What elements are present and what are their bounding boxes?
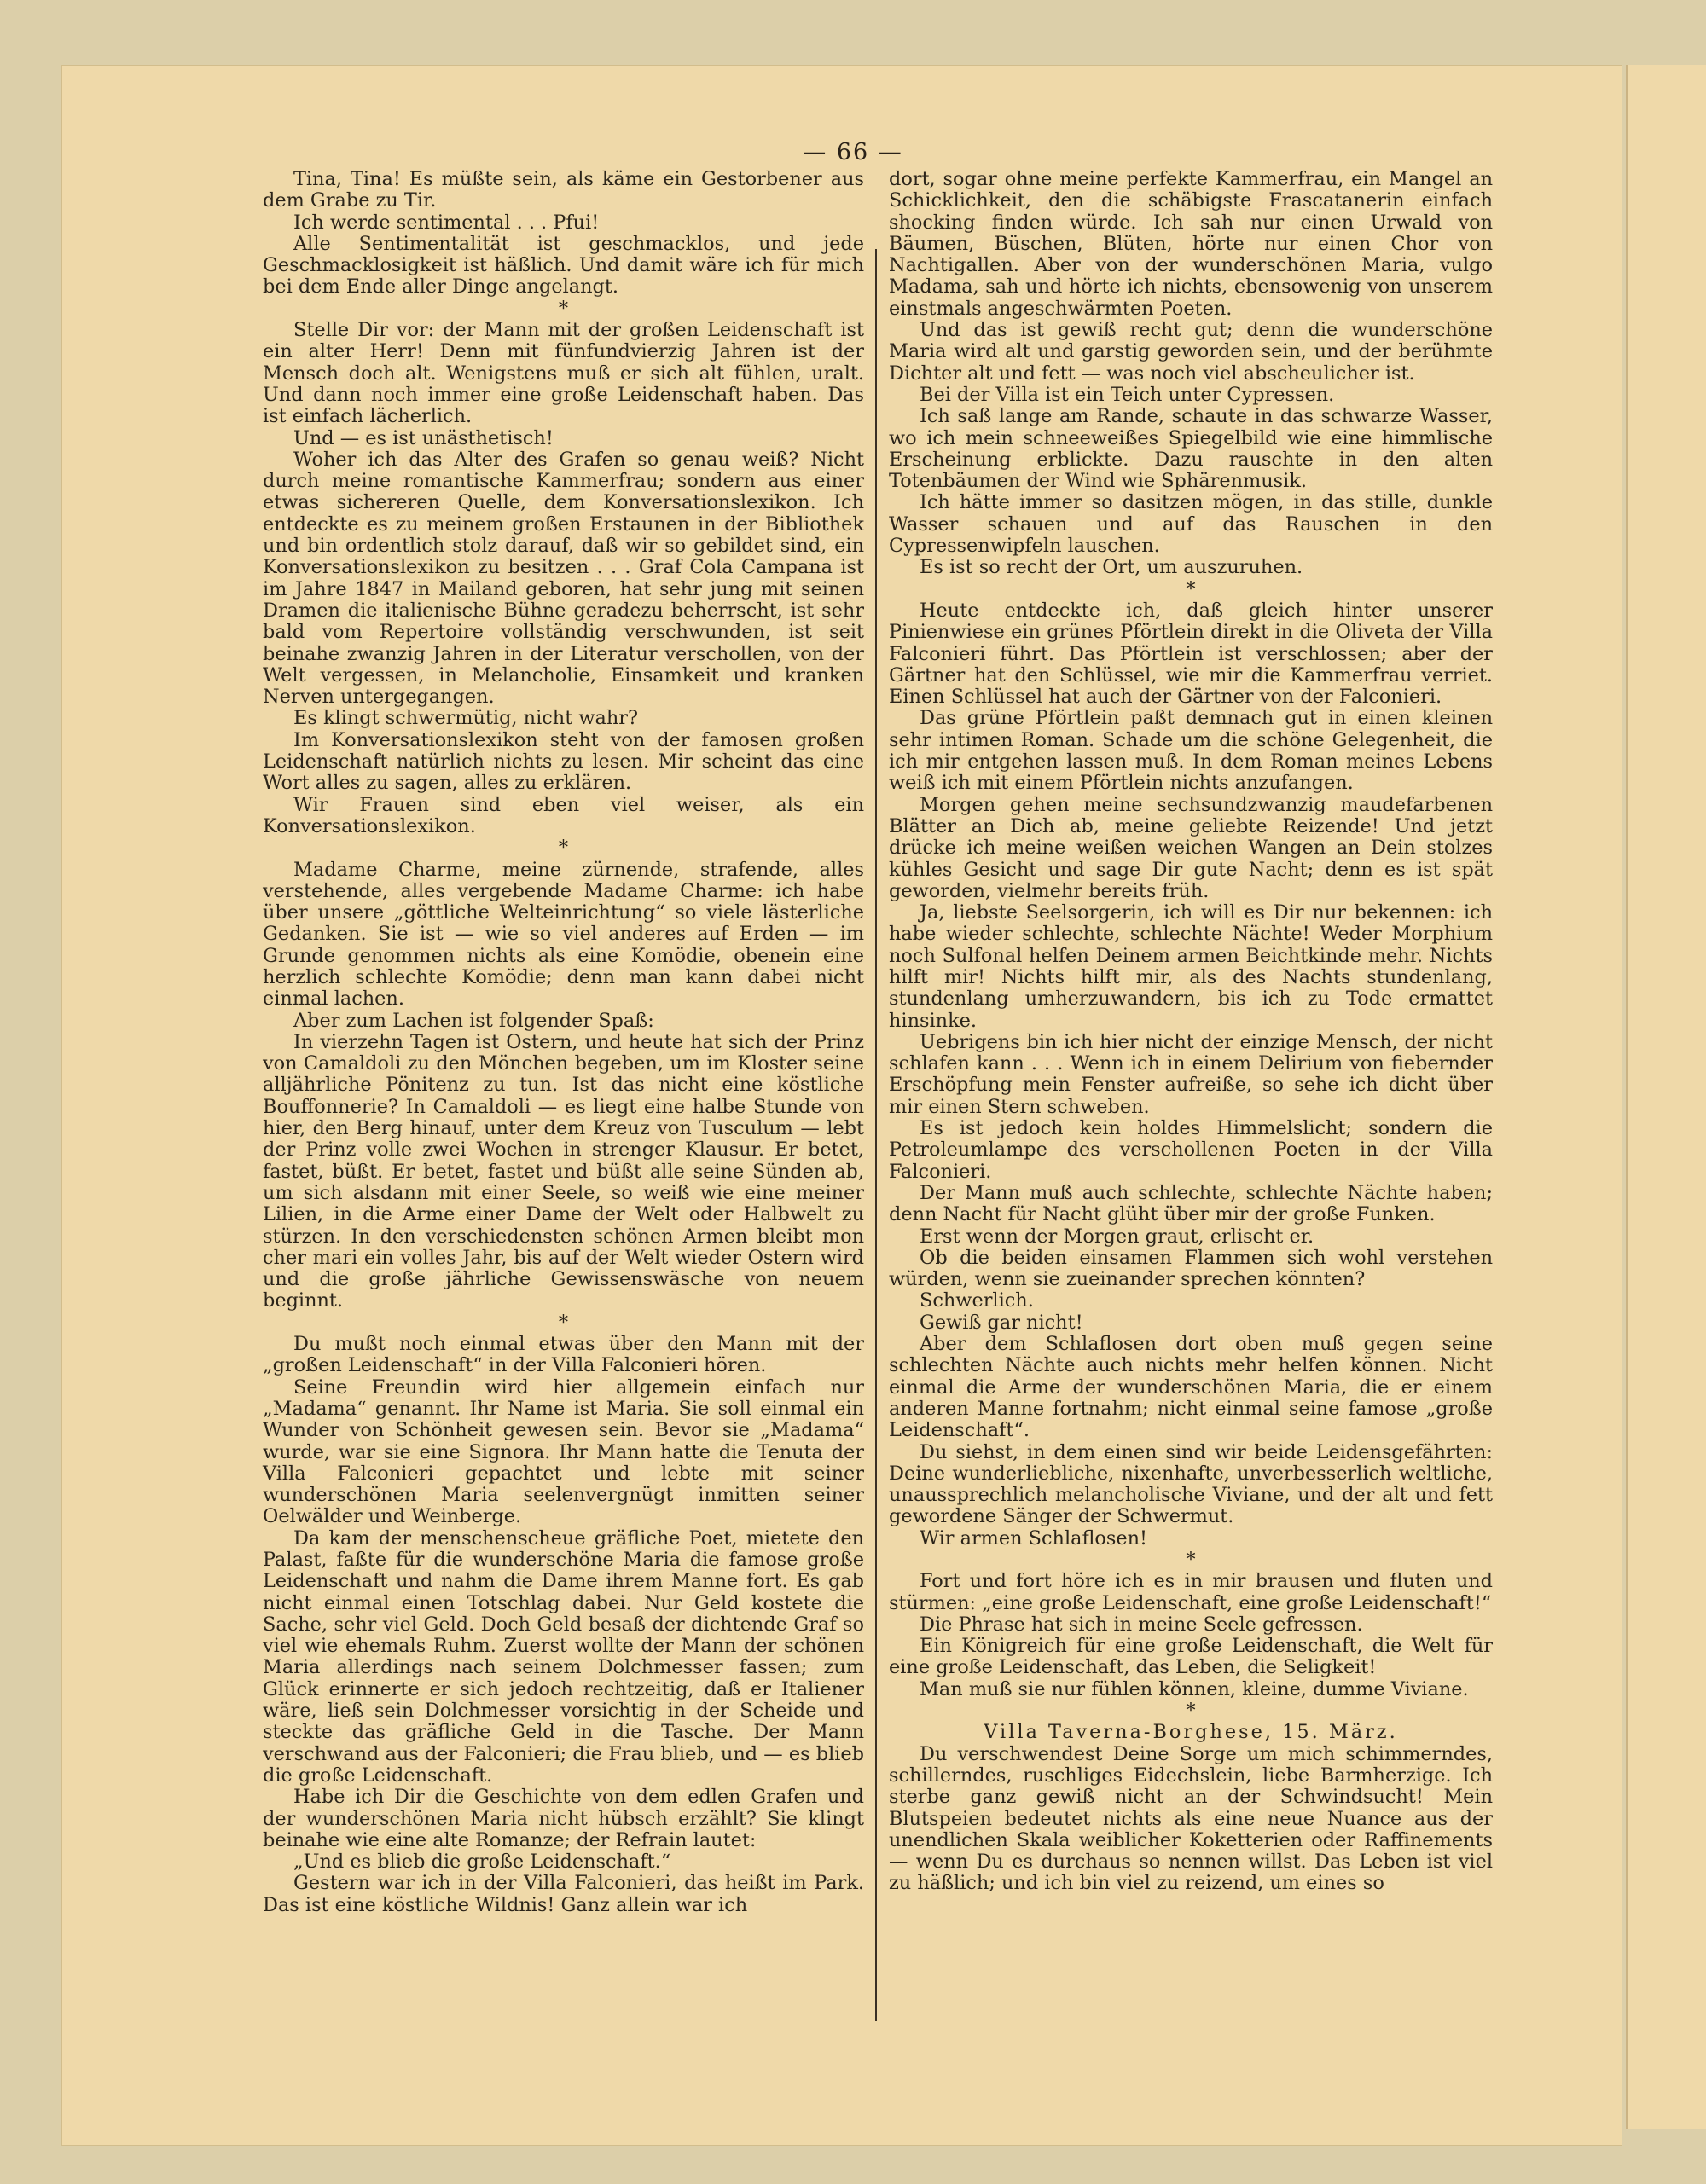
paragraph: „Und es blieb die große Leidenschaft.“ <box>293 1851 671 1874</box>
paragraph: Stelle Dir vor: der Mann mit der großen Leidenschaft ist ein alter Herr! Denn mit fünfundvierzig Jahren ist der Mensch doch alt. Wenigstens muß er sich alt fühlen, uralt. Und dann noch immer eine große Leidenschaft haben. Das ist einfach lächerlich. <box>263 319 864 428</box>
right-column <box>889 169 1493 1895</box>
paragraph: Aber zum Lachen ist folgender Spaß: <box>293 1009 654 1032</box>
paragraph: Wir Frauen sind eben viel weiser, als ein Konversationslexikon. <box>263 793 864 837</box>
paragraph: Ich saß lange am Rande, schaute in das schwarze Wasser, wo ich mein schneeweißes Spiegelbild wie eine himmlische Erscheinung erblickte. Dazu rauschte in den alten Totenbäumen der Wind wie Sphärenmusik. <box>889 405 1493 493</box>
column-divider <box>875 249 877 2021</box>
section-separator: * <box>558 1311 569 1334</box>
paragraph: Fort und fort höre ich es in mir brausen und fluten und stürmen: „eine große Leidenschaft, eine große Leidenschaft!“ <box>889 1570 1493 1614</box>
paragraph: Madame Charme, meine zürnende, strafende, alles verstehende, alles vergebende Madame Charme: ich habe über unsere „göttliche Welteinrichtung“ so viele lästerliche Gedanken. Sie ist — wie so viel anderes auf Erden — im Grunde genommen nichts als eine Komödie, obenein eine herzlich schlechte Komödie; denn man kann dabei nicht einmal lachen. <box>263 858 864 1011</box>
page-number: — 66 — <box>803 139 903 165</box>
paragraph: Tina, Tina! Es müßte sein, als käme ein Gestorbener aus dem Grabe zu Tir. <box>263 168 864 212</box>
paragraph: Es ist jedoch kein holdes Himmelslicht; sondern die Petroleumlampe des verschollenen Poeten in der Villa Falconieri. <box>889 1117 1493 1183</box>
paragraph: Alle Sentimentalität ist geschmacklos, und jede Geschmacklosigkeit ist häßlich. Und damit wäre ich für mich bei dem Ende aller Dinge angelangt. <box>263 232 864 298</box>
paragraph: Bei der Villa ist ein Teich unter Cypressen. <box>920 383 1335 406</box>
paragraph: Heute entdeckte ich, daß gleich hinter unserer Pinienwiese ein grünes Pförtlein direkt in die Oliveta der Villa Falconieri führt. Das Pförtlein ist verschlossen; aber der Gärtner hat den Schlüssel, wie mir die Kammerfrau verriet. Einen Schlüssel hat auch der Gärtner von der Falconieri. <box>889 599 1493 709</box>
paragraph: Aber dem Schlaflosen dort oben muß gegen seine schlechten Nächte auch nichts mehr helfen können. Nicht einmal die Arme der wunderschönen Maria, die er einem anderen Manne fortnahm; nicht einmal seine famose „große Leidenschaft“. <box>889 1333 1493 1442</box>
paragraph: Uebrigens bin ich hier nicht der einzige Mensch, der nicht schlafen kann . . . Wenn ich in einem Delirium von fiebernder Erschöpfung mein Fenster aufreiße, so sehe ich dicht über mir einen Stern schweben. <box>889 1030 1493 1118</box>
left-column <box>263 169 864 1916</box>
paragraph: Habe ich Dir die Geschichte von dem edlen Grafen und der wunderschönen Maria nicht hübsch erzählt? Sie klingt beinahe wie eine alte Romanze; der Refrain lautet: <box>263 1786 864 1851</box>
paragraph: In vierzehn Tagen ist Ostern, und heute hat sich der Prinz von Camaldoli zu den Mönchen begeben, um im Kloster seine alljährliche Pönitenz zu tun. Ist das nicht eine köstliche Bouffonnerie? In Camaldoli — es liegt eine halbe Stunde von hier, den Berg hinauf, unter dem Kreuz von Tusculum — lebt der Prinz volle zwei Wochen in strenger Klausur. Er betet, fastet, büßt. Er betet, fastet und büßt alle seine Sünden ab, um sich alsdann mit einer Seele, so weiß wie eine meiner Lilien, in die Arme einer Dame der Welt oder Halbwelt zu stürzen. In den verschiedensten schönen Armen bleibt mon cher mari ein volles Jahr, bis auf der Welt wieder Ostern wird und die große jährliche Gewissenswäsche von neuem beginnt. <box>263 1030 864 1312</box>
section-separator: * <box>1186 577 1196 600</box>
paragraph: Du siehst, in dem einen sind wir beide Leidensgefährten: Deine wunderliebliche, nixenhafte, unverbesserlich weltliche, unaussprechlich melancholische Viviane, und der alt und fett gewordene Sänger der Schwermut. <box>889 1440 1493 1528</box>
paragraph: Morgen gehen meine sechsundzwanzig maudefarbenen Blätter an Dich ab, meine geliebte Reizende! Und jetzt drücke ich meine weißen weichen Wangen an Dein stolzes kühles Gesicht und sage Dir gute Nacht; denn es ist spät geworden, vielmehr bereits früh. <box>889 793 1493 902</box>
paragraph: Schwerlich. <box>920 1289 1034 1312</box>
paragraph: Man muß sie nur fühlen können, kleine, dumme Viviane. <box>920 1677 1469 1700</box>
paragraph: Es klingt schwermütig, nicht wahr? <box>293 707 638 730</box>
paragraph: Und das ist gewiß recht gut; denn die wunderschöne Maria wird alt und garstig geworden sein, und der berühmte Dichter alt und fett — was noch viel abscheulicher ist. <box>889 319 1493 385</box>
paragraph: dort, sogar ohne meine perfekte Kammerfrau, ein Mangel an Schicklichkeit, den die schäbigste Frascatanerin einfach shocking finden würde. Ich sah nur einen Urwald von Bäumen, Büschen, Blüten, hörte nur einen Chor von Nachtigallen. Aber von der wunderschönen Maria, vulgo Madama, sah und hörte ich nichts, ebensowenig von unserem einstmals angeschwärmten Poeten. <box>889 168 1493 320</box>
paragraph: Gewiß gar nicht! <box>920 1311 1083 1334</box>
paragraph: Ein Königreich für eine große Leidenschaft, die Welt für eine große Leidenschaft, das Leben, die Seligkeit! <box>889 1635 1493 1679</box>
paragraph: Ich werde sentimental . . . Pfui! <box>293 211 600 234</box>
section-separator: * <box>1186 1700 1196 1723</box>
paragraph: Du verschwendest Deine Sorge um mich schimmerndes, schillerndes, ruschliges Eidechslein, liebe Barmherzige. Ich sterbe ganz gewiß nicht an der Schwindsucht! Mein Blutspeien bedeutet nichts als eine neue Nuance aus der unendlichen Skala weiblicher Koketterien oder Raffinements — wenn Du es durchaus so nennen willst. Das Leben ist viel zu häßlich; und ich bin viel zu reizend, um eines so <box>889 1742 1493 1895</box>
paragraph: Ja, liebste Seelsorgerin, ich will es Dir nur bekennen: ich habe wieder schlechte, schlechte Nächte! Weder Morphium noch Sulfonal helfen Deinem armen Beichtkinde mehr. Nichts hilft mir! Nichts hilft mir, als des Nachts stundenlang, stundenlang umherzuwandern, bis ich zu Tode ermattet hinsinke. <box>889 901 1493 1032</box>
paragraph: Es ist so recht der Ort, um auszuruhen. <box>920 556 1303 579</box>
paragraph: Du mußt noch einmal etwas über den Mann mit der „großen Leidenschaft“ in der Villa Falconieri hören. <box>263 1333 864 1377</box>
paragraph: Ich hätte immer so dasitzen mögen, in das stille, dunkle Wasser schauen und auf das Rauschen in den Cypressenwipfeln lauschen. <box>889 491 1493 558</box>
section-separator: * <box>558 297 569 320</box>
paragraph: Und — es ist unästhetisch! <box>293 426 554 449</box>
section-separator: * <box>1186 1549 1196 1571</box>
adjacent-page-edge <box>1626 65 1706 2129</box>
paragraph: Die Phrase hat sich in meine Seele gefressen. <box>920 1613 1363 1636</box>
paragraph: Gestern war ich in der Villa Falconieri, das heißt im Park. Das ist eine köstliche Wildnis! Ganz allein war ich <box>263 1872 864 1916</box>
paragraph: Seine Freundin wird hier allgemein einfach nur „Madama“ genannt. Ihr Name ist Maria. Sie soll einmal ein Wunder von Schönheit gewesen sein. Bevor sie „Madama“ wurde, war sie eine Signora. Ihr Mann hatte die Tenuta der Villa Falconieri gepachtet und lebte mit seiner wunderschönen Maria seelenvergnügt inmitten seiner Oelwälder und Weinberge. <box>263 1376 864 1528</box>
paragraph: Woher ich das Alter des Grafen so genau weiß? Nicht durch meine romantische Kammerfrau; sondern aus einer etwas sichereren Quelle, dem Konversationslexikon. Ich entdeckte es zu meinem großen Erstaunen in der Bibliothek und bin ordentlich stolz darauf, daß wir so gebildet sind, ein Konversationslexikon zu besitzen . . . Graf Cola Campana ist im Jahre 1847 in Mailand geboren, hat sehr jung mit seinen Dramen die italienische Bühne geradezu beherrscht, ist sehr bald vom Repertoire vollständig verschwunden, ist seit beinahe zwanzig Jahren in der Literatur verschollen, von der Welt vergessen, in Melancholie, Einsamkeit und kranken Nerven untergegangen. <box>263 448 864 709</box>
section-separator: * <box>558 837 569 860</box>
paragraph: Da kam der menschenscheue gräfliche Poet, mietete den Palast, faßte für die wunderschöne Maria die famose große Leidenschaft und nahm die Dame ihrem Manne fort. Es gab nicht einmal einen Totschlag dabei. Nur Geld kostete die Sache, sehr viel Geld. Doch Geld besaß der dichtende Graf so viel wie ehemals Ruhm. Zuerst wollte der Mann der schönen Maria allerdings nach seinem Dolchmesser fassen; zum Glück erinnerte er sich jedoch rechtzeitig, daß er Italiener wäre, ließ sein Dolchmesser vorsichtig in der Scheide und steckte das gräfliche Geld in die Tasche. Der Mann verschwand aus der Falconieri; die Frau blieb, und — es blieb die große Leidenschaft. <box>263 1526 864 1787</box>
paragraph: Erst wenn der Morgen graut, erlischt er. <box>920 1225 1314 1248</box>
paragraph: Der Mann muß auch schlechte, schlechte Nächte haben; denn Nacht für Nacht glüht über mir der große Funken. <box>889 1181 1493 1226</box>
paragraph: Wir armen Schlaflosen! <box>920 1526 1148 1550</box>
dateline: Villa Taverna-Borghese, 15. März. <box>984 1721 1398 1744</box>
paragraph: Das grüne Pförtlein paßt demnach gut in einen kleinen sehr intimen Roman. Schade um die schöne Gelegenheit, die ich mir entgehen lassen muß. In dem Roman meines Lebens weiß ich mit einem Pförtlein nichts anzufangen. <box>889 707 1493 795</box>
paragraph: Im Konversationslexikon steht von der famosen großen Leidenschaft natürlich nichts zu lesen. Mir scheint das eine Wort alles zu sagen, alles zu erklären. <box>263 728 864 795</box>
paragraph: Ob die beiden einsamen Flammen sich wohl verstehen würden, wenn sie zueinander sprechen könnten? <box>889 1246 1493 1291</box>
